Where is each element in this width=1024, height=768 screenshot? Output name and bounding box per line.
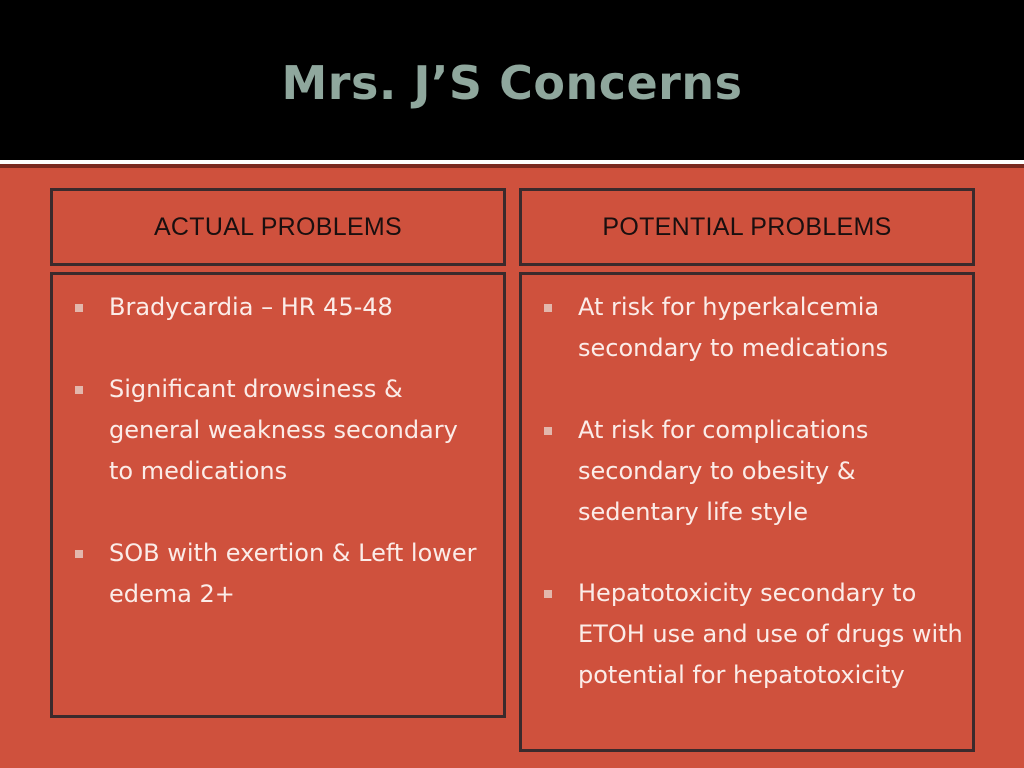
bullet-icon — [544, 590, 552, 598]
list-item-text: At risk for hyperkalcemia secondary to medications — [578, 293, 889, 362]
title-divider-shadow — [0, 164, 1024, 168]
bullet-icon — [75, 550, 83, 558]
actual-problems-header — [50, 188, 506, 266]
list-item-text: At risk for complications secondary to obesity & sedentary life style — [578, 416, 869, 526]
bullet-icon — [544, 304, 552, 312]
bullet-icon — [75, 304, 83, 312]
actual-problems-header-label: ACTUAL PROBLEMS — [153, 212, 403, 241]
list-item-text: Hepatotoxicity secondary to ETOH use and use of drugs with potential for hepatotoxicity — [578, 579, 963, 689]
bullet-icon — [75, 386, 83, 394]
potential-problems-header-label: POTENTIAL PROBLEMS — [602, 212, 892, 241]
bullet-icon — [544, 427, 552, 435]
list-item — [578, 410, 968, 533]
list-item-text: Bradycardia – HR 45-48 — [109, 293, 393, 321]
list-item-text: Significant drowsiness & general weakness secondary to medications — [109, 375, 458, 485]
list-item-text: SOB with exertion & Left lower edema 2+ — [109, 539, 477, 608]
list-item — [578, 287, 968, 369]
list-item — [109, 533, 489, 615]
list-item — [109, 369, 489, 492]
slide-title: Mrs. J’S Concerns — [281, 56, 743, 110]
potential-problems-list — [519, 272, 975, 752]
list-item — [578, 573, 968, 696]
list-item — [109, 287, 489, 328]
potential-problems-header — [519, 188, 975, 266]
actual-problems-list — [50, 272, 506, 718]
